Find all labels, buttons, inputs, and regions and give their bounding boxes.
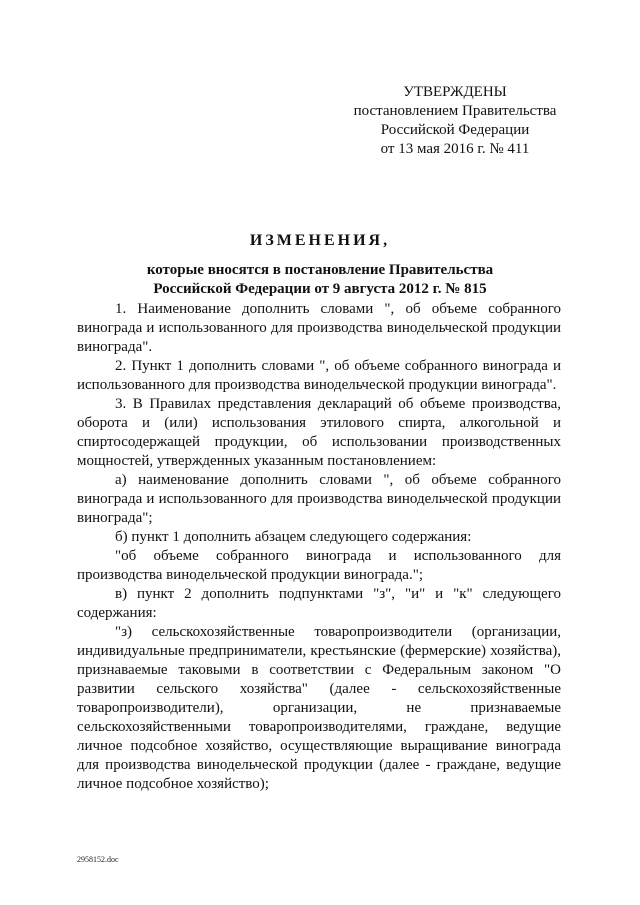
paragraph-2: 2. Пункт 1 дополнить словами ", об объеме собранного винограда и использованного для производства винодельческой продукции винограда".	[77, 358, 561, 393]
subtitle-line-1: которые вносятся в постановление Правительства	[146, 262, 494, 278]
paragraph-3: 3. В Правилах представления деклараций об объеме производства, оборота и (или) использования этилового спирта, алкогольной и спиртосодержащей продукции, об использовании производственных мощностей, утвержденных указанным постановлением:	[77, 396, 561, 469]
approval-line-country: Российской Федерации	[380, 122, 530, 138]
document-subtitle	[80, 261, 560, 299]
subtitle-line-2: Российской Федерации от 9 августа 2012 г. № 815	[153, 281, 487, 297]
file-name-footer: 2958152.doc	[77, 855, 119, 864]
paragraph-3a: а) наименование дополнить словами ", об объеме собранного винограда и использованного для производства винодельческой продукции винограда";	[77, 472, 561, 526]
approval-line-resolution: постановлением Правительства	[353, 103, 557, 119]
paragraph-3b-quote: "об объеме собранного винограда и использованного для производства винодельческой продукции винограда.";	[77, 548, 561, 583]
paragraph-3c-z: "з) сельскохозяйственные товаропроизводители (организации, индивидуальные предприниматели, крестьянские (фермерские) хозяйства), признаваемые таковыми в соответствии с Федеральным законом "О развитии сельского хозяйства" (далее - сельскохозяйственные товаропроизводители), организации, не признаваемые сельскохозяйственными товаропроизводителями, граждане, ведущие личное подсобное хозяйство, осуществляющие выращивание винограда для производства винодельческой продукции (далее - граждане, ведущие личное подсобное хозяйство);	[77, 624, 561, 792]
approval-stamp	[340, 83, 570, 159]
paragraph-3c: в) пункт 2 дополнить подпунктами "з", "и" и "к" следующего содержания:	[77, 586, 561, 621]
approval-heading: УТВЕРЖДЕНЫ	[403, 84, 507, 100]
paragraph-1: 1. Наименование дополнить словами ", об объеме собранного винограда и использованного для производства винодельческой продукции винограда".	[77, 301, 561, 355]
document-body	[77, 300, 561, 794]
document-title: ИЗМЕНЕНИЯ,	[249, 232, 391, 249]
paragraph-3b: б) пункт 1 дополнить абзацем следующего содержания:	[115, 529, 472, 545]
approval-line-date: от 13 мая 2016 г. № 411	[380, 141, 530, 157]
